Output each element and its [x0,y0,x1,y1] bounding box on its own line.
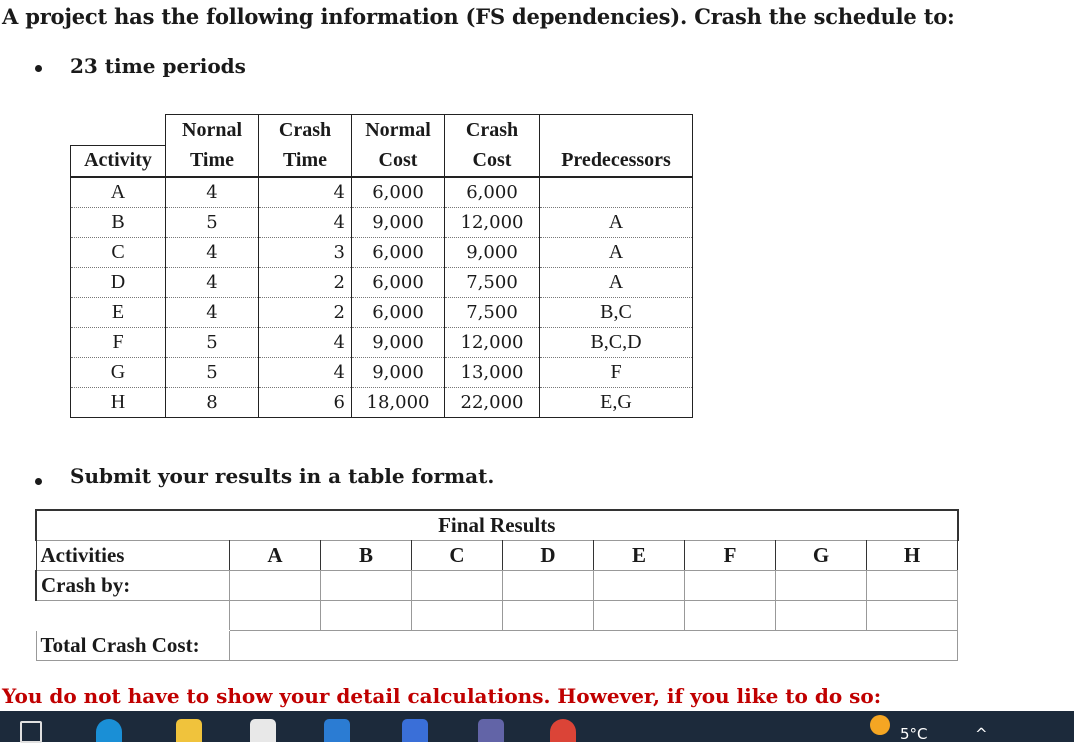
crash-by-e-cell[interactable] [594,571,685,601]
cell-crash-cost: 12,000 [445,327,540,357]
empty-cell[interactable] [321,601,412,631]
table-row [71,297,693,327]
table-row [71,327,693,357]
cell-normal-cost: 9,000 [352,207,445,237]
header-blank [71,115,166,146]
results-col-d: D [503,541,594,571]
cell-normal-time: 4 [166,267,259,297]
results-col-h: H [867,541,958,571]
cell-crash-time: 2 [259,297,352,327]
cell-crash-cost: 7,500 [445,267,540,297]
empty-cell[interactable] [776,601,867,631]
table-row [71,237,693,267]
cell-crash-cost: 6,000 [445,177,540,208]
table-row [71,177,693,208]
cell-normal-time: 8 [166,387,259,417]
cell-normal-time: 5 [166,357,259,387]
crash-by-f-cell[interactable] [685,571,776,601]
edge-icon[interactable] [96,719,122,742]
empty-cell[interactable] [685,601,776,631]
cell-crash-time: 4 [259,327,352,357]
cell-crash-time: 6 [259,387,352,417]
cell-normal-time: 5 [166,327,259,357]
cell-crash-cost: 7,500 [445,297,540,327]
chevron-up-icon[interactable]: ^ [975,725,988,743]
activity-table [70,114,693,418]
teams-icon[interactable] [478,719,504,742]
header-crash-time-1: Crash [259,115,352,146]
cell-normal-cost: 6,000 [352,237,445,267]
cell-activity: E [71,297,166,327]
cell-predecessors: B,C [540,297,693,327]
empty-cell[interactable] [503,601,594,631]
header-normal-cost-1: Normal [352,115,445,146]
cell-activity: G [71,357,166,387]
cell-crash-cost: 12,000 [445,207,540,237]
results-col-b: B [321,541,412,571]
cell-activity: B [71,207,166,237]
cell-activity: C [71,237,166,267]
mail-icon[interactable] [324,719,350,742]
target-duration: 23 time periods [70,54,246,78]
cell-normal-cost: 6,000 [352,297,445,327]
cell-normal-cost: 6,000 [352,177,445,208]
cell-predecessors: F [540,357,693,387]
results-title: Final Results [36,510,958,541]
submit-instruction: Submit your results in a table format. [70,464,495,488]
empty-cell[interactable] [412,601,503,631]
cell-crash-cost: 22,000 [445,387,540,417]
chrome-icon[interactable] [550,719,576,742]
cell-normal-time: 4 [166,177,259,208]
cell-crash-time: 2 [259,267,352,297]
app-icon[interactable] [402,719,428,742]
header-normal-time-2: Time [166,145,259,177]
cell-normal-cost: 18,000 [352,387,445,417]
bullet-dot [35,65,42,72]
cell-predecessors: E,G [540,387,693,417]
crash-by-b-cell[interactable] [321,571,412,601]
table-row [71,267,693,297]
header-activity: Activity [71,145,166,177]
crash-by-a-cell[interactable] [230,571,321,601]
weather-icon [870,715,890,735]
cell-normal-time: 4 [166,297,259,327]
total-crash-cost-label: Total Crash Cost: [36,631,230,661]
cell-crash-time: 4 [259,177,352,208]
header-crash-time-2: Time [259,145,352,177]
store-icon[interactable] [250,719,276,742]
cell-crash-time: 3 [259,237,352,267]
crash-by-g-cell[interactable] [776,571,867,601]
bullet-dot [35,478,42,485]
cell-normal-cost: 9,000 [352,327,445,357]
cell-normal-time: 4 [166,237,259,267]
cell-crash-time: 4 [259,207,352,237]
crash-by-d-cell[interactable] [503,571,594,601]
table-row [71,387,693,417]
cell-crash-time: 4 [259,357,352,387]
cell-activity: A [71,177,166,208]
header-normal-time-1: Nornal [166,115,259,146]
header-crash-cost-2: Cost [445,145,540,177]
results-col-g: G [776,541,867,571]
weather-temp: 5°C [900,725,928,743]
empty-label [36,601,230,631]
calculation-note: You do not have to show your detail calculations. However, if you like to do so: [2,684,882,708]
cell-normal-cost: 6,000 [352,267,445,297]
table-row [71,357,693,387]
cell-activity: F [71,327,166,357]
results-col-c: C [412,541,503,571]
empty-cell[interactable] [594,601,685,631]
results-col-f: F [685,541,776,571]
results-col-e: E [594,541,685,571]
header-normal-cost-2: Cost [352,145,445,177]
cell-activity: D [71,267,166,297]
cell-predecessors: B,C,D [540,327,693,357]
cell-crash-cost: 9,000 [445,237,540,267]
crash-by-c-cell[interactable] [412,571,503,601]
file-explorer-icon[interactable] [176,719,202,742]
header-blank-pred [540,115,693,146]
cell-activity: H [71,387,166,417]
question-title: A project has the following information (FS dependencies). Crash the schedule to: [2,4,955,29]
results-col-a: A [230,541,321,571]
cell-predecessors: A [540,237,693,267]
empty-cell[interactable] [867,601,958,631]
header-predecessors: Predecessors [540,145,693,177]
total-crash-cost-cell[interactable] [230,631,958,661]
cell-predecessors [540,177,693,208]
taskbar [0,711,1074,742]
crash-by-h-cell[interactable] [867,571,958,601]
crash-by-label: Crash by: [36,571,230,601]
cell-predecessors: A [540,267,693,297]
table-row [71,207,693,237]
cell-normal-time: 5 [166,207,259,237]
header-crash-cost-1: Crash [445,115,540,146]
cell-crash-cost: 13,000 [445,357,540,387]
task-view-icon[interactable] [20,721,42,743]
final-results-table [35,509,959,661]
cell-predecessors: A [540,207,693,237]
activities-label: Activities [36,541,230,571]
empty-cell[interactable] [230,601,321,631]
cell-normal-cost: 9,000 [352,357,445,387]
